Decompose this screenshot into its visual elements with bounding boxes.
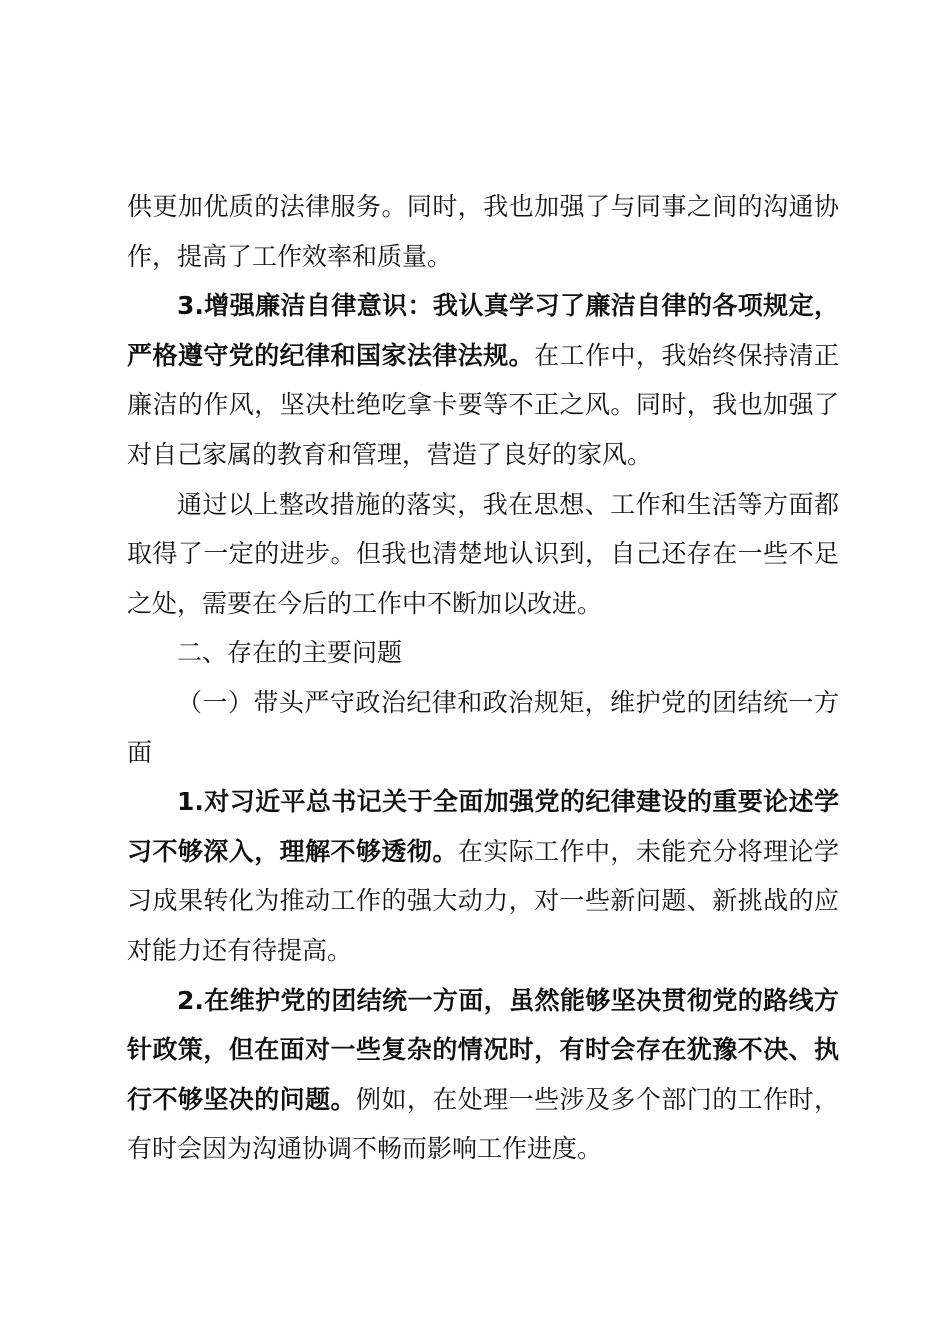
paragraph-problem-1 <box>127 777 839 975</box>
paragraph-text: 在实际工作中，未能充分将理论学习成果转化为推动工作的强大动力，对一些新问题、新挑战的应对能力还有待提高。 <box>127 836 839 965</box>
subsection-heading-text: （一）带头严守政治纪律和政治规矩，维护党的团结统一方面 <box>127 687 839 767</box>
paragraph-text: 例如，在处理一些涉及多个部门的工作时，有时会因为沟通协调不畅而影响工作进度。 <box>127 1084 839 1164</box>
paragraph-bold-heading: 3.增强廉洁自律意识：我认真学习了廉洁自律的各项规定，严格遵守党的纪律和国家法律法规。 <box>127 291 839 370</box>
document-body <box>127 182 839 1174</box>
paragraph-integrity-awareness <box>127 281 839 479</box>
section-heading-text: 二、存在的主要问题 <box>177 638 403 668</box>
paragraph-bold-heading: 2.在维护党的团结统一方面，虽然能够坚决贯彻党的路线方针政策，但在面对一些复杂的情况时，有时会存在犹豫不决、执行不够坚决的问题。 <box>127 985 839 1114</box>
paragraph-legal-services-continuation <box>127 182 839 281</box>
paragraph-text: 通过以上整改措施的落实，我在思想、工作和生活等方面都取得了一定的进步。但我也清楚地认识到，自己还存在一些不足之处，需要在今后的工作中不断加以改进。 <box>127 489 839 618</box>
paragraph-bold-heading: 1.对习近平总书记关于全面加强党的纪律建设的重要论述学习不够深入，理解不够透彻。 <box>127 787 839 866</box>
paragraph-problem-2 <box>127 976 839 1174</box>
paragraph-text: 供更加优质的法律服务。同时，我也加强了与同事之间的沟通协作，提高了工作效率和质量。 <box>127 192 839 271</box>
paragraph-rectification-summary <box>127 480 839 629</box>
subsection-heading-political-discipline <box>127 678 839 777</box>
section-heading-main-problems <box>127 628 839 678</box>
paragraph-text: 在工作中，我始终保持清正廉洁的作风，坚决杜绝吃拿卡要等不正之风。同时，我也加强了对自己家属的教育和管理，营造了良好的家风。 <box>127 340 839 469</box>
